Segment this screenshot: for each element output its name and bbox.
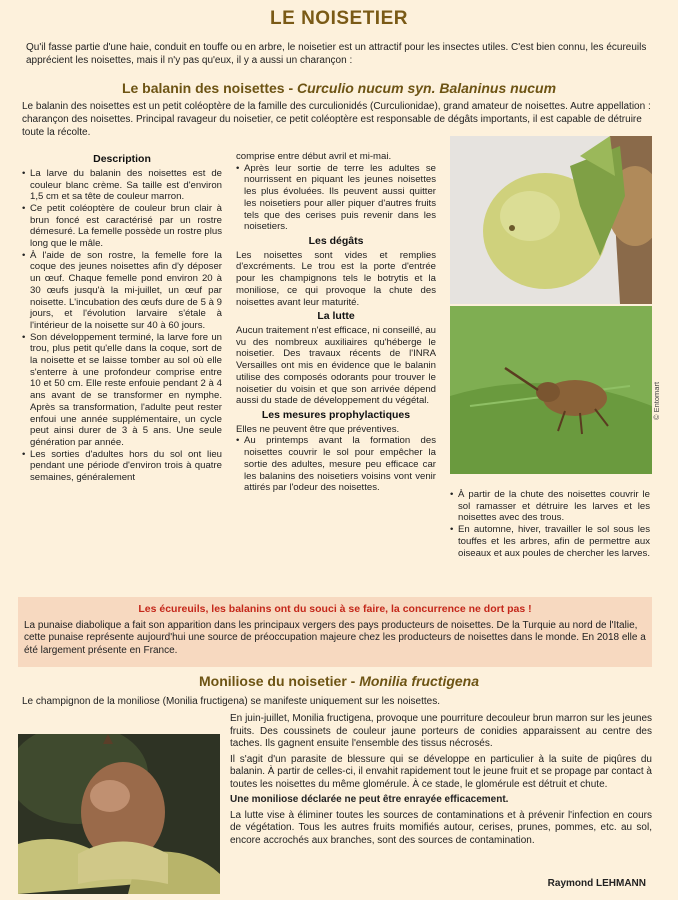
author-signature: Raymond LEHMANN — [547, 878, 646, 889]
degats-heading: Les dégâts — [308, 234, 364, 247]
balanin-title-plain: Le balanin des noisettes - — [121, 80, 297, 96]
list-item: • À partir de la chute des noisettes couvrir le sol ramasser et détruire les larves et les noisettes avec des trous. — [450, 489, 650, 524]
balanin-column-2 — [236, 151, 436, 494]
balanin-column-3 — [450, 489, 650, 559]
moniliose-section-title — [0, 673, 678, 690]
balanin-section-title — [0, 80, 678, 97]
adult-list — [236, 163, 436, 233]
description-continued: comprise entre début avril et mi-mai. — [236, 151, 392, 162]
mesures-intro: Elles ne peuvent être que préventives. — [236, 423, 400, 435]
description-heading: Description — [93, 153, 151, 165]
list-item: • En automne, hiver, travailler le sol sous les touffes et les arbres, afin de permettre aux oiseaux et aux poules de chercher les larves. — [450, 524, 650, 559]
page-title: LE NOISETIER — [270, 8, 408, 29]
intro-paragraph: Qu'il fasse partie d'une haie, conduit en touffe ou en arbre, le noisetier est un attractif pour les insectes utiles. C'est bien connu, les écureuils apprécient les noisettes, mais il n'y pas qu'eux, il y a aussi un charançon : — [26, 42, 647, 66]
weevil-photo — [450, 306, 652, 474]
prophylaxis-list — [450, 489, 650, 559]
moniliose-line-1: Le champignon de la moniliose (Monilia fructigena) se manifeste uniquement sur les noisettes. — [22, 696, 441, 707]
moniliose-line-2: En juin-juillet, Monilia fructigena, provoque une pourriture decouleur brun marron sur les jeunes fruits. Des coussinets de couleur jaune porteurs de conidies apparaissent au centre des taches. Ils gagnent ensuite l'ensemble des tissus nécrosés. — [230, 713, 652, 749]
degats-text: Les noisettes sont vides et remplies d'excréments. Le trou est la porte d'entrée pour les champignons tels le botrytis et la moniliose, ce qui provoque la chute des noisettes avant leur maturité. — [236, 249, 436, 308]
mesures-list — [236, 435, 436, 494]
moniliose-body — [230, 713, 652, 850]
moniliose-para-3: La lutte vise à éliminer toutes les sources de contaminations et à prévenir l'infection en cours de végétation. Tous les autres fruits momifiés autour, cerises, prunes, pommes, etc. au sol, encore accrochés aux branches, sont des sources de contamination. — [230, 809, 652, 846]
moniliose-title-latin: Monilia fructigena — [359, 673, 480, 689]
lutte-heading: La lutte — [317, 310, 355, 323]
punaise-text: La punaise diabolique a fait son apparition dans les principaux vergers des pays producteurs de noisettes. De la Turquie au nord de l'Italie, cette punaise représente aujourd'hui une source de préoccupation majeure chez les producteurs de noisettes dans le monde. En 2018 elle a été largement présente en France. — [24, 619, 646, 657]
moniliose-photo — [18, 734, 220, 894]
description-list — [22, 168, 222, 484]
moniliose-title-plain: Moniliose du noisetier - — [198, 673, 360, 689]
list-item: • Son développement terminé, la larve fore un trou, plus petit qu'elle dans la coque, sort de la noisette et se laisse tomber au sol où elle s'enterre à une profondeur comprise entre 10 et 50 cm. Elle reste enfouie pendant 2 à 4 ans avant de se transformer en nymphe. Après sa transformation, l'adulte peut rester enfoui une année supplémentaire, un cycle peut ainsi durer de 3 à 5 ans. Une seule génération par année. — [22, 332, 222, 449]
punaise-box — [18, 597, 652, 667]
list-item: • Ce petit coléoptère de couleur brun clair à brun foncé est caractérisé par un rostre démesuré. La femelle possède un rostre plus long que le mâle. — [22, 203, 222, 250]
list-item: • Après leur sortie de terre les adultes se nourrissent en piquant les jeunes noisettes les plus évoluées. Ils peuvent aussi quitter les noisetiers pour aller piquer d'autres fruits tels que des cerises puis revenir dans les noisetiers. — [236, 163, 436, 233]
list-item: • La larve du balanin des noisettes est de couleur blanc crème. Sa taille est d'environ 1,5 cm et sa tête de couleur marron. — [22, 168, 222, 203]
list-item: • Au printemps avant la formation des noisettes couvrir le sol pour empêcher la sortie des adultes, mesure peu efficace car les balanins des noisetiers voisins vont venir attirés par l'odeur des noisettes. — [236, 435, 436, 494]
photo-credit: © Entomart — [652, 381, 661, 420]
moniliose-warning: Une moniliose déclarée ne peut être enrayée efficacement. — [230, 794, 509, 805]
punaise-title: Les écureuils, les balanins ont du souci à se faire, la concurrence ne dort pas ! — [138, 603, 532, 615]
list-item: • À l'aide de son rostre, la femelle fore la coque des jeunes noisettes afin d'y déposer un œuf. Chaque femelle pond environ 20 à 30 œufs jusqu'à la mi-juillet, un œuf par noisette. L'incubation des œufs dure de 5 à 9 jours, et l'évolution larvaire s'étale à l'intérieur de la noisette sur 40 à 60 jours. — [22, 250, 222, 332]
balanin-title-latin: Curculio nucum syn. Balaninus nucum — [297, 80, 557, 96]
moniliose-para-2: Il s'agit d'un parasite de blessure qui se développe en particulier à la suite de piqûres du balanin. À partir de celles-ci, il envahit rapidement tout le jeune fruit et se propage par contact à toutes les noisettes du même glomérule. À ce stade, le glomérule est détruit et chute. — [230, 753, 652, 790]
list-item: • Les sorties d'adultes hors du sol ont lieu pendant une période d'environ trois à quatre semaines, généralement — [22, 449, 222, 484]
balanin-intro: Le balanin des noisettes est un petit coléoptère de la famille des curculionidés (Curculionidae), grand amateur de noisettes. Autre appellation : charançon des noisettes. Principal ravageur du noisetier, ce petit coléoptère est responsable de dégâts importants, il est capable de détruire toute la récolte. — [22, 101, 651, 138]
lutte-text: Aucun traitement n'est efficace, ni conseillé, au vu des nombreux auxiliaires qu'héberge le noisetier. Des travaux récents de l'INRA Versailles ont mis en évidence que le balanin utilise des composés odorants pour trouver le noisetier du voisin et que son arrivée dépend aussi du stade de développement du végétal. — [236, 325, 436, 407]
hazelnut-photo — [450, 136, 652, 304]
mesures-heading: Les mesures prophylactiques — [261, 408, 411, 421]
balanin-column-1 — [22, 151, 222, 484]
